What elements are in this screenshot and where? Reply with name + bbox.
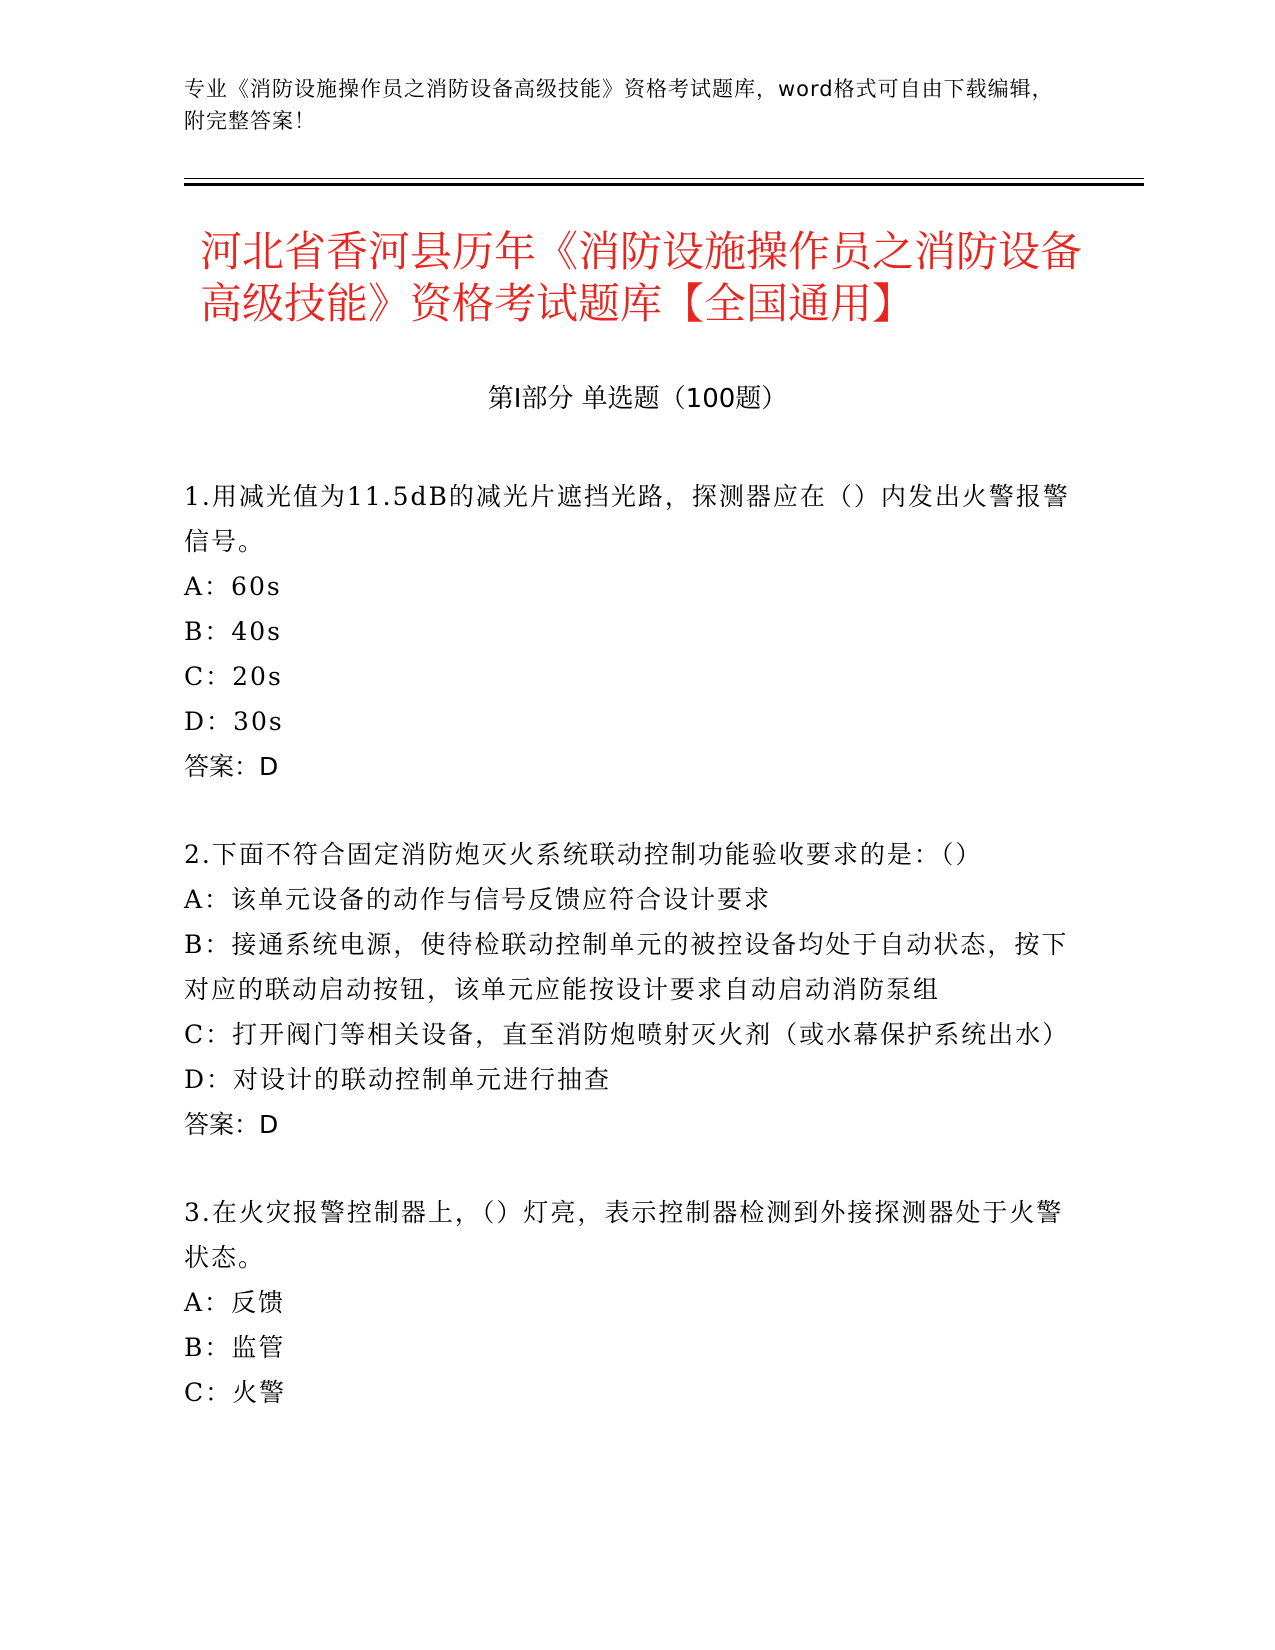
header-rule-thin: [184, 178, 1144, 179]
option-a: A：该单元设备的动作与信号反馈应符合设计要求: [184, 885, 772, 914]
question-text: 2.下面不符合固定消防炮灭火系统联动控制功能验收要求的是：（）: [184, 840, 983, 869]
option-a: A：反馈: [184, 1288, 286, 1317]
question-text: 3.在火灾报警控制器上，（）灯亮，表示控制器检测到外接探测器处于火警状态。: [184, 1198, 1064, 1272]
option-c: C：打开阀门等相关设备，直至消防炮喷射灭火剂（或水幕保护系统出水）: [184, 1020, 1070, 1049]
header-note: 专业《消防设施操作员之消防设备高级技能》资格考试题库，word格式可自由下载编辑，附完整答案！: [184, 77, 1054, 133]
option-b: B：监管: [184, 1333, 286, 1362]
section-heading: 第I部分 单选题（100题）: [487, 384, 788, 414]
document-title: 河北省香河县历年《消防设施操作员之消防设备高级技能》资格考试题库【全国通用】: [200, 227, 1083, 328]
option-b: B：接通系统电源，使待检联动控制单元的被控设备均处于自动状态，按下对应的联动启动按钮，该单元应能按设计要求自动启动消防泵组: [184, 930, 1069, 1004]
question-1: [184, 474, 1074, 789]
option-d: D：30s: [184, 707, 284, 736]
answer: 答案：D: [184, 752, 279, 781]
option-c: C：20s: [184, 662, 283, 691]
question-3: [184, 1190, 1074, 1415]
option-a: A：60s: [184, 572, 282, 601]
answer: 答案：D: [184, 1110, 279, 1139]
question-2: [184, 832, 1074, 1147]
question-text: 1.用减光值为11.5dB的减光片遮挡光路，探测器应在（）内发出火警报警信号。: [184, 482, 1070, 556]
question-list: [184, 474, 1074, 1458]
option-d: D：对设计的联动控制单元进行抽查: [184, 1065, 612, 1094]
option-c: C：火警: [184, 1378, 287, 1407]
option-b: B：40s: [184, 617, 283, 646]
header-rule-thick: [184, 183, 1144, 186]
